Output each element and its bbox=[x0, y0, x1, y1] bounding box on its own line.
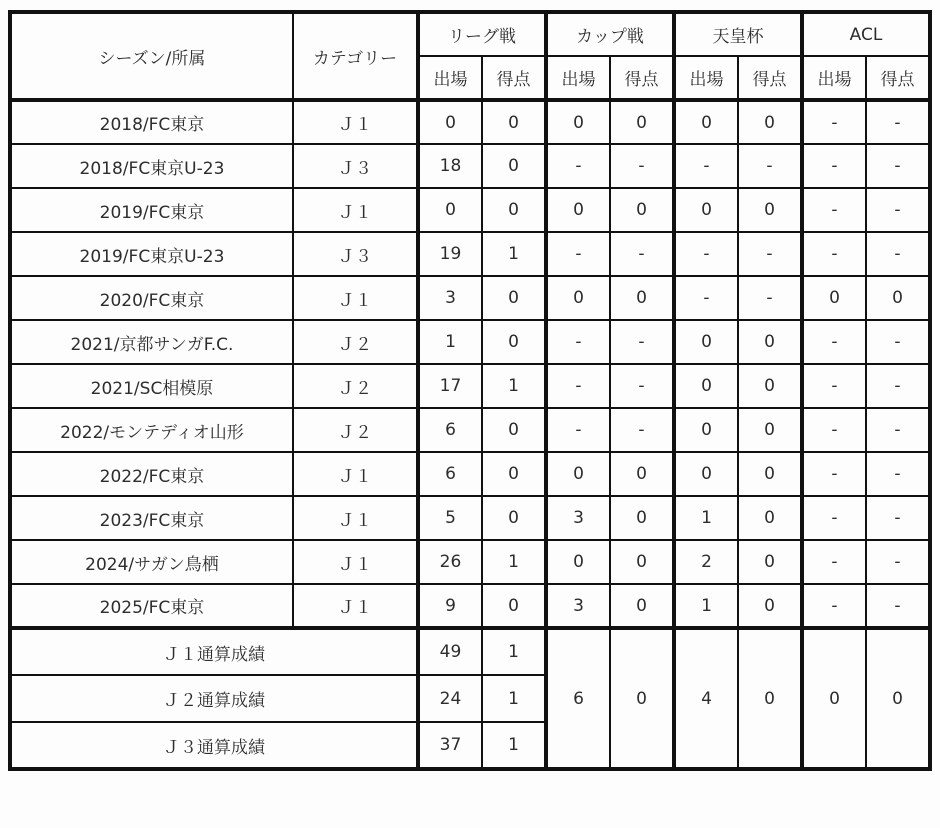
stat-cell: 3 bbox=[418, 276, 482, 320]
stat-cell: 26 bbox=[418, 540, 482, 584]
season-cell: 2021/京都サンガF.C. bbox=[10, 320, 293, 364]
header-emperors-apps: 出場 bbox=[674, 56, 738, 100]
total-stat-cell: 24 bbox=[418, 675, 482, 722]
header-group-cup: カップ戦 bbox=[546, 12, 674, 56]
stat-cell: - bbox=[802, 100, 866, 144]
stat-cell: 1 bbox=[482, 232, 546, 276]
stat-cell: - bbox=[802, 408, 866, 452]
stat-cell: 0 bbox=[482, 188, 546, 232]
stat-cell: - bbox=[610, 320, 674, 364]
stat-cell: 1 bbox=[674, 496, 738, 540]
total-merged-cell: 0 bbox=[738, 628, 802, 769]
table-row bbox=[10, 144, 930, 188]
stat-cell: - bbox=[738, 276, 802, 320]
stat-cell: - bbox=[866, 452, 930, 496]
season-cell: 2018/FC東京 bbox=[10, 100, 293, 144]
stat-cell: - bbox=[546, 320, 610, 364]
total-stat-cell: 49 bbox=[418, 628, 482, 675]
stat-cell: - bbox=[546, 408, 610, 452]
header-group-league: リーグ戦 bbox=[418, 12, 546, 56]
stat-cell: - bbox=[802, 188, 866, 232]
stat-cell: 5 bbox=[418, 496, 482, 540]
stat-cell: 6 bbox=[418, 408, 482, 452]
header-acl-apps: 出場 bbox=[802, 56, 866, 100]
category-cell: Ｊ１ bbox=[293, 584, 418, 628]
stat-cell: 19 bbox=[418, 232, 482, 276]
stat-cell: 0 bbox=[674, 452, 738, 496]
total-merged-cell: 0 bbox=[610, 628, 674, 769]
stat-cell: 0 bbox=[674, 364, 738, 408]
career-stats-table bbox=[8, 10, 932, 771]
stat-cell: - bbox=[866, 232, 930, 276]
category-cell: Ｊ２ bbox=[293, 408, 418, 452]
header-league-apps: 出場 bbox=[418, 56, 482, 100]
stat-cell: 0 bbox=[482, 496, 546, 540]
stat-cell: 0 bbox=[866, 276, 930, 320]
stat-cell: - bbox=[674, 276, 738, 320]
stat-cell: - bbox=[866, 188, 930, 232]
header-cup-apps: 出場 bbox=[546, 56, 610, 100]
table-totals bbox=[10, 628, 930, 769]
stat-cell: 2 bbox=[674, 540, 738, 584]
header-group-emperors-cup: 天皇杯 bbox=[674, 12, 802, 56]
stat-cell: 0 bbox=[610, 100, 674, 144]
category-cell: Ｊ２ bbox=[293, 320, 418, 364]
stat-cell: 0 bbox=[738, 320, 802, 364]
stat-cell: - bbox=[866, 584, 930, 628]
category-cell: Ｊ１ bbox=[293, 496, 418, 540]
table-row bbox=[10, 364, 930, 408]
stat-cell: - bbox=[802, 144, 866, 188]
category-cell: Ｊ３ bbox=[293, 232, 418, 276]
stat-cell: 0 bbox=[546, 276, 610, 320]
stat-cell: 0 bbox=[482, 144, 546, 188]
stat-cell: - bbox=[866, 144, 930, 188]
stat-cell: 0 bbox=[674, 320, 738, 364]
category-cell: Ｊ３ bbox=[293, 144, 418, 188]
season-cell: 2022/FC東京 bbox=[10, 452, 293, 496]
stat-cell: - bbox=[866, 408, 930, 452]
stat-cell: - bbox=[802, 540, 866, 584]
table-row bbox=[10, 452, 930, 496]
stat-cell: - bbox=[802, 584, 866, 628]
stat-cell: - bbox=[674, 144, 738, 188]
total-stat-cell: 1 bbox=[482, 675, 546, 722]
stat-cell: 6 bbox=[418, 452, 482, 496]
stat-cell: - bbox=[802, 496, 866, 540]
header-acl-goals: 得点 bbox=[866, 56, 930, 100]
stat-cell: 0 bbox=[674, 188, 738, 232]
total-label-cell: Ｊ３通算成績 bbox=[10, 722, 418, 769]
season-cell: 2021/SC相模原 bbox=[10, 364, 293, 408]
stat-cell: 0 bbox=[546, 188, 610, 232]
table-row bbox=[10, 276, 930, 320]
table-header bbox=[10, 12, 930, 100]
stat-cell: 1 bbox=[674, 584, 738, 628]
stat-cell: 0 bbox=[674, 100, 738, 144]
stat-cell: 0 bbox=[482, 320, 546, 364]
stat-cell: 0 bbox=[738, 100, 802, 144]
stat-cell: - bbox=[802, 232, 866, 276]
header-emperors-goals: 得点 bbox=[738, 56, 802, 100]
category-cell: Ｊ１ bbox=[293, 540, 418, 584]
stat-cell: 0 bbox=[546, 100, 610, 144]
header-league-goals: 得点 bbox=[482, 56, 546, 100]
stat-cell: 0 bbox=[738, 540, 802, 584]
category-cell: Ｊ１ bbox=[293, 452, 418, 496]
header-season: シーズン/所属 bbox=[10, 12, 293, 100]
stat-cell: 0 bbox=[482, 584, 546, 628]
stat-cell: - bbox=[802, 320, 866, 364]
stat-cell: - bbox=[546, 144, 610, 188]
header-category: カテゴリー bbox=[293, 12, 418, 100]
stat-cell: 0 bbox=[418, 188, 482, 232]
stat-cell: 0 bbox=[738, 408, 802, 452]
total-row-j1 bbox=[10, 628, 930, 675]
category-cell: Ｊ１ bbox=[293, 100, 418, 144]
total-merged-cell: 6 bbox=[546, 628, 610, 769]
stat-cell: - bbox=[866, 364, 930, 408]
stat-cell: - bbox=[866, 320, 930, 364]
stat-cell: 0 bbox=[546, 540, 610, 584]
table-row bbox=[10, 100, 930, 144]
stat-cell: 17 bbox=[418, 364, 482, 408]
stat-cell: 0 bbox=[482, 276, 546, 320]
header-group-acl: ACL bbox=[802, 12, 930, 56]
stat-cell: - bbox=[802, 364, 866, 408]
season-cell: 2024/サガン鳥栖 bbox=[10, 540, 293, 584]
stat-cell: - bbox=[866, 100, 930, 144]
header-group-row bbox=[10, 12, 930, 56]
stat-cell: 0 bbox=[610, 540, 674, 584]
stat-cell: 0 bbox=[738, 496, 802, 540]
stat-cell: 1 bbox=[482, 364, 546, 408]
stat-cell: 0 bbox=[482, 100, 546, 144]
stat-cell: 0 bbox=[610, 496, 674, 540]
season-cell: 2018/FC東京U-23 bbox=[10, 144, 293, 188]
table-body bbox=[10, 100, 930, 628]
table-row bbox=[10, 188, 930, 232]
season-cell: 2019/FC東京 bbox=[10, 188, 293, 232]
stat-cell: 1 bbox=[418, 320, 482, 364]
stat-cell: 0 bbox=[674, 408, 738, 452]
stat-cell: 0 bbox=[610, 188, 674, 232]
season-cell: 2023/FC東京 bbox=[10, 496, 293, 540]
stat-cell: - bbox=[610, 364, 674, 408]
category-cell: Ｊ１ bbox=[293, 276, 418, 320]
total-stat-cell: 1 bbox=[482, 628, 546, 675]
stat-cell: 0 bbox=[738, 584, 802, 628]
stat-cell: 0 bbox=[610, 276, 674, 320]
stat-cell: - bbox=[866, 540, 930, 584]
season-cell: 2025/FC東京 bbox=[10, 584, 293, 628]
stat-cell: 0 bbox=[482, 408, 546, 452]
total-merged-cell: 0 bbox=[802, 628, 866, 769]
stat-cell: - bbox=[546, 232, 610, 276]
stat-cell: 0 bbox=[802, 276, 866, 320]
stat-cell: - bbox=[802, 452, 866, 496]
table-row bbox=[10, 320, 930, 364]
stat-cell: - bbox=[610, 232, 674, 276]
stat-cell: 0 bbox=[738, 452, 802, 496]
table-row bbox=[10, 408, 930, 452]
stat-cell: - bbox=[610, 408, 674, 452]
stat-cell: - bbox=[738, 232, 802, 276]
total-label-cell: Ｊ１通算成績 bbox=[10, 628, 418, 675]
total-merged-cell: 0 bbox=[866, 628, 930, 769]
stat-cell: - bbox=[738, 144, 802, 188]
stat-cell: 3 bbox=[546, 496, 610, 540]
stat-cell: - bbox=[674, 232, 738, 276]
total-stat-cell: 37 bbox=[418, 722, 482, 769]
stat-cell: 0 bbox=[418, 100, 482, 144]
stat-cell: 1 bbox=[482, 540, 546, 584]
stat-cell: - bbox=[866, 496, 930, 540]
total-merged-cell: 4 bbox=[674, 628, 738, 769]
category-cell: Ｊ１ bbox=[293, 188, 418, 232]
stat-cell: 0 bbox=[610, 584, 674, 628]
stat-cell: 0 bbox=[738, 364, 802, 408]
season-cell: 2020/FC東京 bbox=[10, 276, 293, 320]
stat-cell: 0 bbox=[546, 452, 610, 496]
total-stat-cell: 1 bbox=[482, 722, 546, 769]
category-cell: Ｊ２ bbox=[293, 364, 418, 408]
total-label-cell: Ｊ２通算成績 bbox=[10, 675, 418, 722]
stat-cell: 0 bbox=[738, 188, 802, 232]
table-row bbox=[10, 540, 930, 584]
stat-cell: 9 bbox=[418, 584, 482, 628]
stat-cell: 0 bbox=[482, 452, 546, 496]
stat-cell: 3 bbox=[546, 584, 610, 628]
stat-cell: 18 bbox=[418, 144, 482, 188]
table-row bbox=[10, 584, 930, 628]
season-cell: 2019/FC東京U-23 bbox=[10, 232, 293, 276]
header-cup-goals: 得点 bbox=[610, 56, 674, 100]
table-row bbox=[10, 232, 930, 276]
stat-cell: 0 bbox=[610, 452, 674, 496]
stat-cell: - bbox=[546, 364, 610, 408]
table-row bbox=[10, 496, 930, 540]
stat-cell: - bbox=[610, 144, 674, 188]
season-cell: 2022/モンテディオ山形 bbox=[10, 408, 293, 452]
